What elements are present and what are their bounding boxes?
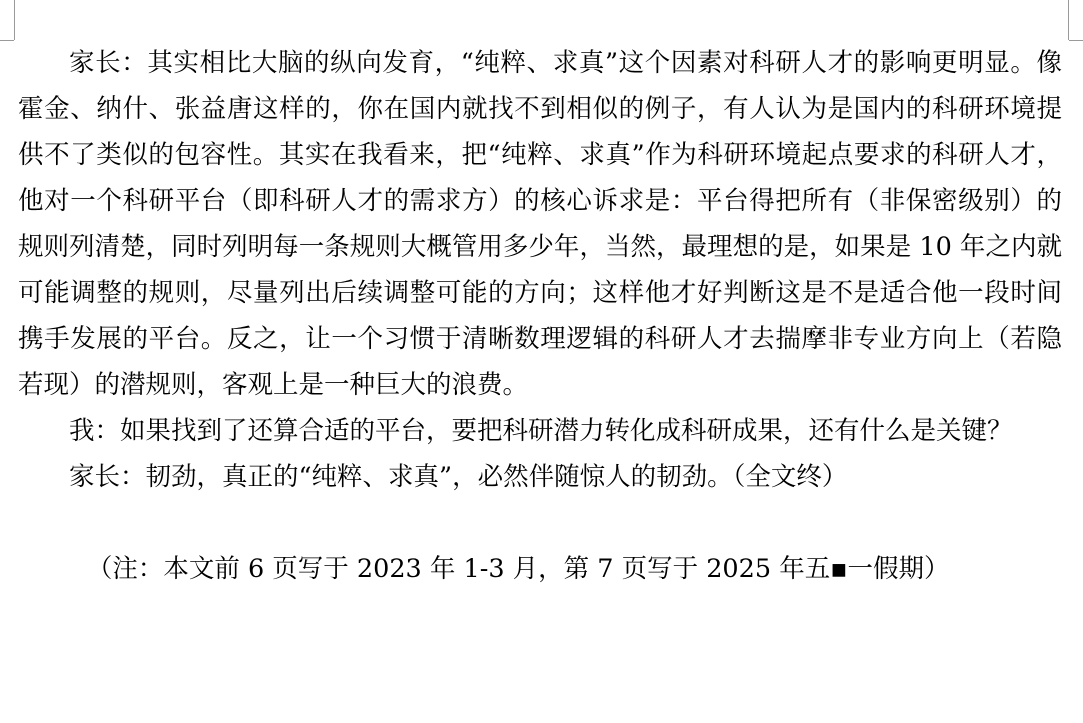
paragraph-parent-rules: 家长：其实相比大脑的纵向发育，“纯粹、求真”这个因素对科研人才的影响更明显。像霍金、纳什、张益唐这样的，你在国内就找不到相似的例子，有人认为是国内的科研环境提供不了类似的包容性。其实在我看来，把“纯粹、求真”作为科研环境起点要求的科研人才，他对一个科研平台（即科研人才的需求方）的核心诉求是：平台得把所有（非保密级别）的规则列清楚，同时列明每一条规则大概管用多少年，当然，最理想的是，如果是 10 年之内就可能调整的规则，尽量列出后续调整可能的方向；这样他才好判断这是不是适合他一段时间携手发展的平台。反之，让一个习惯于清晰数理逻辑的科研人才去揣摩非专业方向上（若隐若现）的潜规则，客观上是一种巨大的浪费。	[18, 48, 1062, 400]
paragraph-parent-tenacity: 家长：韧劲，真正的“纯粹、求真”，必然伴随惊人的韧劲。（全文终）	[69, 462, 848, 492]
blank-line	[18, 500, 1062, 546]
left-corner-mark	[0, 0, 15, 40]
footnote: （注：本文前 6 页写于 2023 年 1-3 月，第 7 页写于 2025 年五▪一假期）	[86, 554, 950, 584]
document-body[interactable]	[18, 40, 1062, 592]
paragraph-question: 我：如果找到了还算合适的平台，要把科研潜力转化成科研成果，还有什么是关键？	[69, 416, 1013, 446]
right-corner-mark	[1068, 0, 1083, 40]
